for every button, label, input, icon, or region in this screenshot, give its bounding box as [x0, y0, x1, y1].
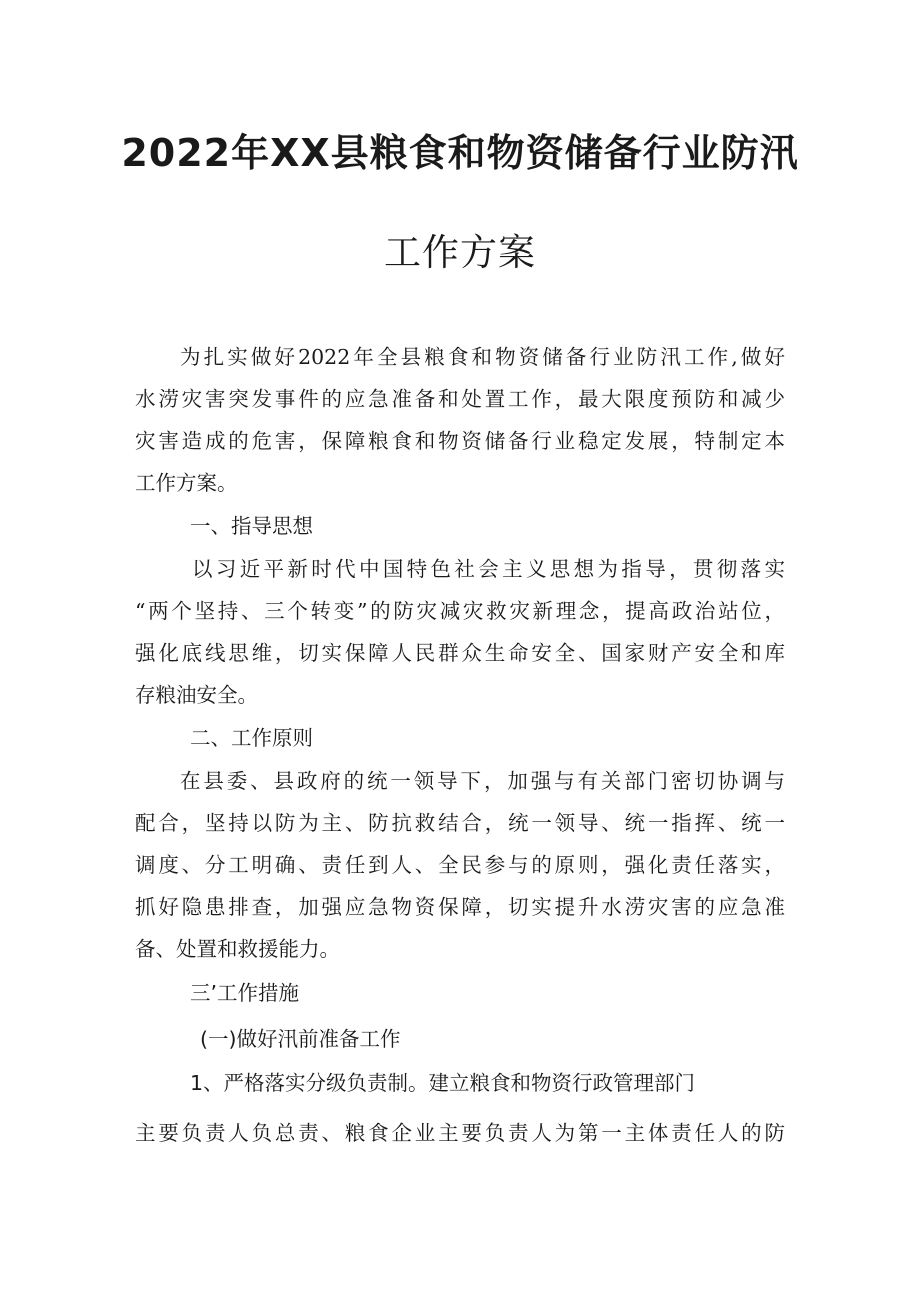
section-1-line-1: 以习近平新时代中国特色社会主义思想为指导，贯彻落实	[192, 557, 785, 581]
section-1-heading: 一、指导思想	[190, 514, 313, 538]
section-2-line-4: 抓好隐患排查，加强应急物资保障，切实提升水涝灾害的应急准	[135, 895, 785, 919]
section-2-line-3: 调度、分工明确、责任到人、全民参与的原则，强化责任落实，	[135, 853, 785, 877]
document-title-line-1: 2022年XX县粮食和物资储备行业防汛	[121, 131, 799, 175]
section-1-line-4: 存粮油安全。	[135, 683, 258, 707]
item-1-first-line	[190, 1068, 785, 1098]
intro-line-3: 灾害造成的危害，保障粮食和物资储备行业稳定发展，特制定本	[135, 429, 785, 453]
section-3-subheading: (一)做好汛前准备工作	[200, 1027, 401, 1051]
section-2-heading: 二、工作原则	[190, 726, 313, 750]
item-1-lead: 1、严格落实分级负责制。	[190, 1071, 429, 1095]
section-1-line-3: 强化底线思维，切实保障人民群众生命安全、国家财产安全和库	[135, 641, 785, 665]
intro-line-1: 为扎实做好2022年全县粮食和物资储备行业防汛工作,做好	[180, 345, 785, 369]
intro-line-4: 工作方案。	[135, 471, 238, 495]
item-1-line-2: 主要负责人负总责、粮食企业主要负责人为第一主体责任人的防	[135, 1121, 785, 1145]
item-1-rest: 建立粮食和物资行政管理部门	[428, 1071, 696, 1095]
document-title-line-2: 工作方案	[384, 231, 536, 274]
section-1-line-2: “两个坚持、三个转变”的防灾减灾救灾新理念，提高政治站位，	[135, 599, 785, 623]
intro-line-2: 水涝灾害突发事件的应急准备和处置工作，最大限度预防和减少	[135, 387, 785, 411]
section-3-heading: 三’工作措施	[190, 981, 300, 1005]
section-2-line-1: 在县委、县政府的统一领导下，加强与有关部门密切协调与	[180, 769, 785, 793]
section-2-line-5: 备、处置和救援能力。	[135, 937, 340, 961]
section-2-line-2: 配合，坚持以防为主、防抗救结合，统一领导、统一指挥、统一	[135, 811, 785, 835]
